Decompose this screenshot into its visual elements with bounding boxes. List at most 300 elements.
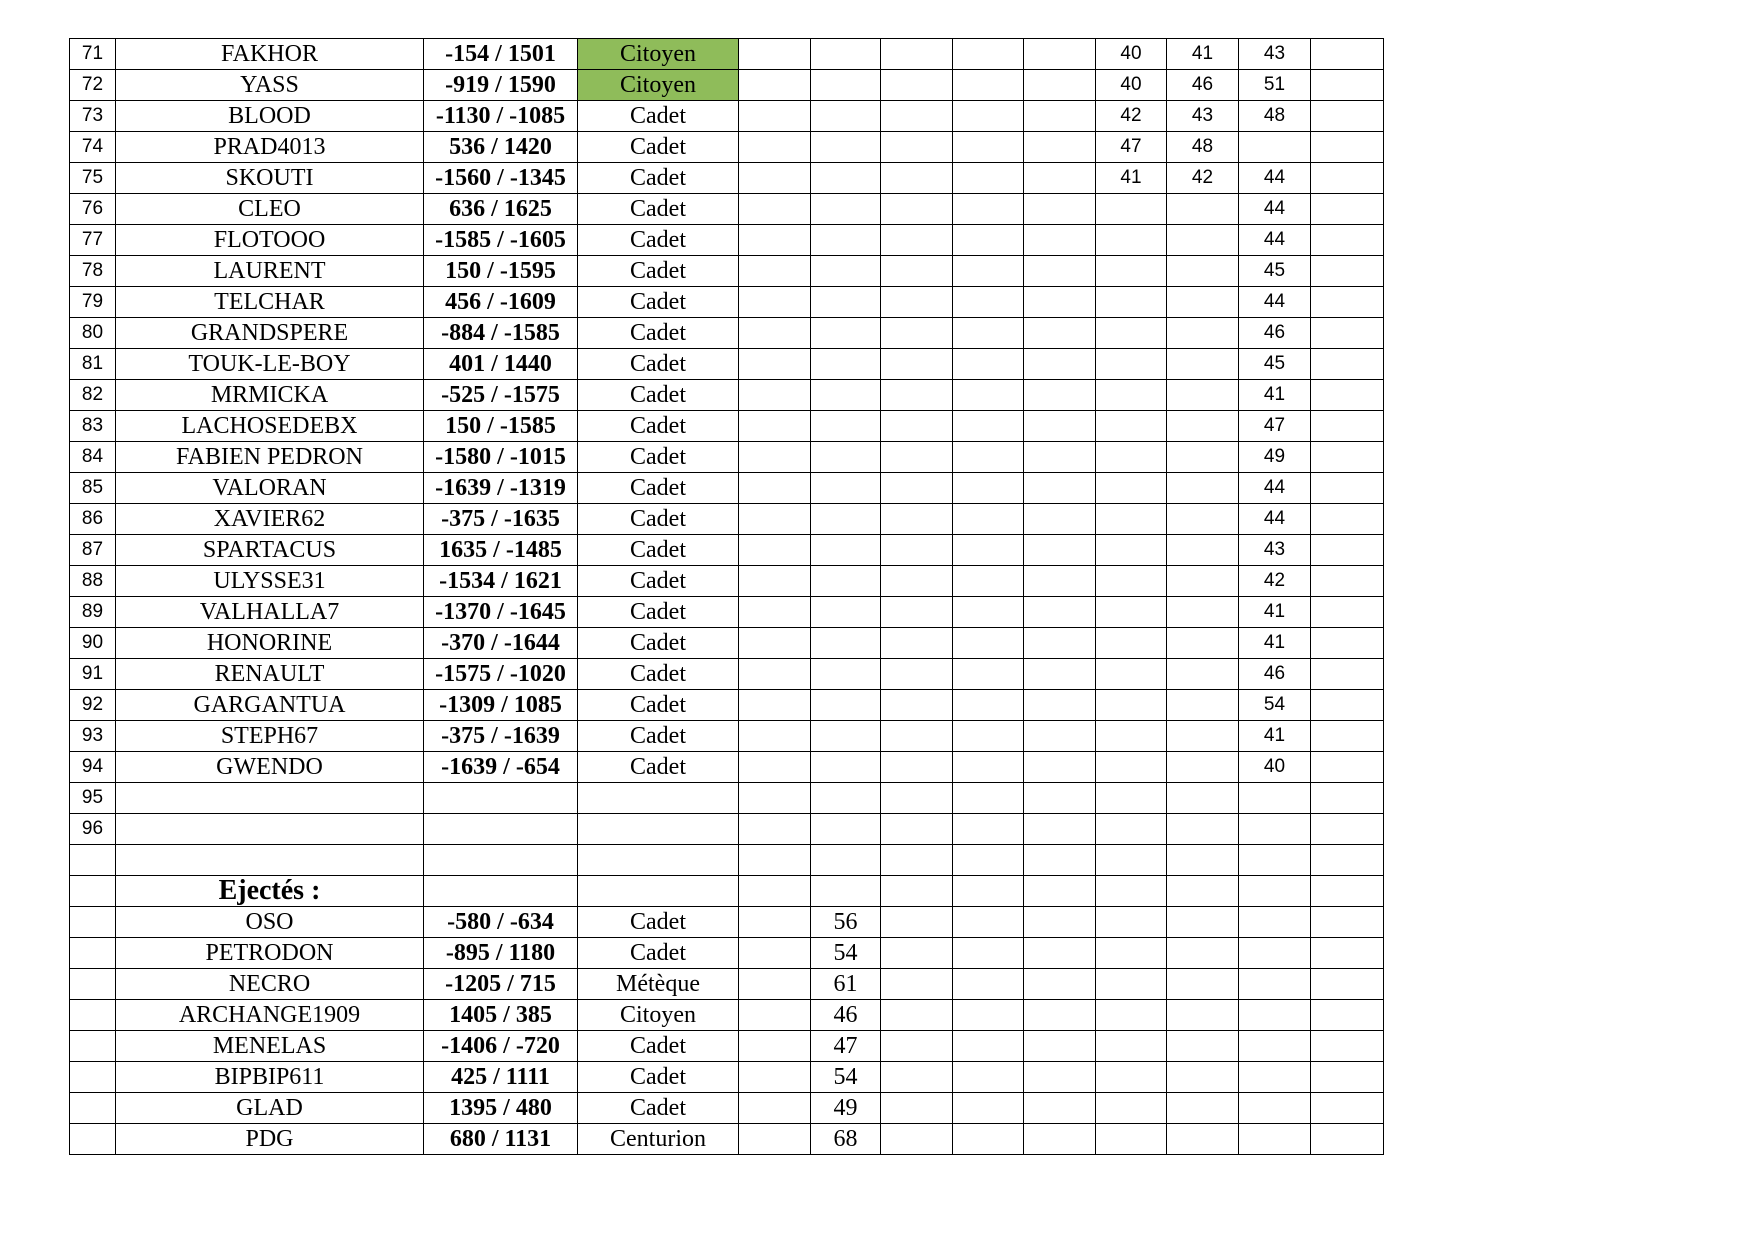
empty-cell <box>739 783 811 814</box>
empty-cell <box>811 628 881 659</box>
ejected-name-cell: BIPBIP611 <box>116 1062 424 1093</box>
rank-cell: Citoyen <box>578 70 739 101</box>
ejected-row <box>70 1062 1384 1093</box>
row-number-cell: 92 <box>70 690 116 721</box>
coordinates-cell: 1635 / -1485 <box>424 535 578 566</box>
ejected-coordinates-cell: 1405 / 385 <box>424 1000 578 1031</box>
empty-cell <box>953 535 1024 566</box>
empty-cell <box>1239 876 1311 907</box>
empty-cell <box>881 39 953 70</box>
empty-cell <box>424 876 578 907</box>
player-name-cell: YASS <box>116 70 424 101</box>
player-name-cell: LAURENT <box>116 256 424 287</box>
empty-cell <box>70 938 116 969</box>
empty-cell <box>953 132 1024 163</box>
ejected-coordinates-cell: 425 / 1111 <box>424 1062 578 1093</box>
value-cell: 44 <box>1239 504 1311 535</box>
empty-cell <box>953 1093 1024 1124</box>
coordinates-cell: -375 / -1639 <box>424 721 578 752</box>
coordinates-cell: -1575 / -1020 <box>424 659 578 690</box>
ejected-value-cell: 61 <box>811 969 881 1000</box>
empty-cell <box>1311 1031 1384 1062</box>
ejected-rank-cell: Métèque <box>578 969 739 1000</box>
value-cell: 44 <box>1239 225 1311 256</box>
empty-cell <box>739 752 811 783</box>
value-cell: 41 <box>1239 597 1311 628</box>
table-row <box>70 597 1384 628</box>
empty-cell <box>881 194 953 225</box>
value-cell <box>1096 411 1167 442</box>
row-number-cell: 89 <box>70 597 116 628</box>
value-cell: 41 <box>1167 39 1239 70</box>
empty-cell <box>1096 1031 1167 1062</box>
empty-cell <box>1167 876 1239 907</box>
player-name-cell: VALORAN <box>116 473 424 504</box>
empty-cell <box>953 845 1024 876</box>
player-name-cell: GARGANTUA <box>116 690 424 721</box>
empty-cell <box>739 814 811 845</box>
empty-cell <box>1311 380 1384 411</box>
value-cell <box>1167 442 1239 473</box>
ejected-coordinates-cell: 1395 / 480 <box>424 1093 578 1124</box>
player-name-cell: SPARTACUS <box>116 535 424 566</box>
coordinates-cell: 150 / -1585 <box>424 411 578 442</box>
empty-cell <box>881 287 953 318</box>
value-cell <box>1096 752 1167 783</box>
table-body <box>70 39 1384 1155</box>
empty-cell <box>953 442 1024 473</box>
empty-cell <box>953 1124 1024 1155</box>
rank-cell: Cadet <box>578 411 739 442</box>
empty-cell <box>811 535 881 566</box>
empty-cell <box>1096 1124 1167 1155</box>
empty-cell <box>739 132 811 163</box>
empty-cell <box>953 969 1024 1000</box>
value-cell <box>1096 349 1167 380</box>
empty-cell <box>1311 783 1384 814</box>
empty-cell <box>953 752 1024 783</box>
empty-cell <box>811 597 881 628</box>
table-row <box>70 721 1384 752</box>
empty-cell <box>1311 473 1384 504</box>
row-number-cell: 75 <box>70 163 116 194</box>
empty-cell <box>953 566 1024 597</box>
empty-cell <box>739 659 811 690</box>
empty-cell <box>1167 1062 1239 1093</box>
empty-cell <box>1311 194 1384 225</box>
coordinates-cell: -1639 / -654 <box>424 752 578 783</box>
empty-cell <box>1311 907 1384 938</box>
row-number-cell: 83 <box>70 411 116 442</box>
rank-cell: Cadet <box>578 628 739 659</box>
empty-cell <box>881 876 953 907</box>
value-cell: 41 <box>1239 380 1311 411</box>
value-cell: 41 <box>1239 628 1311 659</box>
empty-cell <box>70 969 116 1000</box>
empty-cell <box>811 318 881 349</box>
empty-cell <box>1311 39 1384 70</box>
rank-cell: Cadet <box>578 690 739 721</box>
empty-cell <box>1167 1031 1239 1062</box>
empty-cell <box>881 473 953 504</box>
value-cell: 42 <box>1096 101 1167 132</box>
empty-cell <box>881 566 953 597</box>
empty-cell <box>811 504 881 535</box>
empty-cell <box>70 1124 116 1155</box>
empty-cell <box>1024 1031 1096 1062</box>
value-cell: 46 <box>1167 70 1239 101</box>
empty-cell <box>953 1031 1024 1062</box>
value-cell: 44 <box>1239 194 1311 225</box>
player-name-cell: LACHOSEDEBX <box>116 411 424 442</box>
empty-cell <box>1311 442 1384 473</box>
rank-cell: Cadet <box>578 659 739 690</box>
table-row <box>70 473 1384 504</box>
empty-cell <box>1024 380 1096 411</box>
empty-cell <box>1024 39 1096 70</box>
coordinates-cell: 150 / -1595 <box>424 256 578 287</box>
ejected-rank-cell: Cadet <box>578 938 739 969</box>
empty-cell <box>953 876 1024 907</box>
ejected-value-cell: 46 <box>811 1000 881 1031</box>
value-cell: 41 <box>1096 163 1167 194</box>
player-name-cell <box>116 814 424 845</box>
empty-cell <box>881 1000 953 1031</box>
empty-cell <box>70 907 116 938</box>
value-cell: 43 <box>1239 535 1311 566</box>
empty-cell <box>1024 1124 1096 1155</box>
coordinates-cell: 636 / 1625 <box>424 194 578 225</box>
empty-cell <box>1167 1093 1239 1124</box>
empty-cell <box>1024 783 1096 814</box>
ejected-row <box>70 1031 1384 1062</box>
table-row <box>70 101 1384 132</box>
empty-cell <box>1239 907 1311 938</box>
value-cell <box>1167 287 1239 318</box>
empty-cell <box>811 287 881 318</box>
value-cell <box>1239 783 1311 814</box>
empty-cell <box>739 380 811 411</box>
table-row <box>70 380 1384 411</box>
value-cell <box>1167 690 1239 721</box>
value-cell <box>1167 597 1239 628</box>
table-row <box>70 194 1384 225</box>
empty-cell <box>739 876 811 907</box>
ejected-row <box>70 1093 1384 1124</box>
empty-cell <box>739 504 811 535</box>
ejected-row <box>70 969 1384 1000</box>
empty-cell <box>811 876 881 907</box>
ejected-coordinates-cell: -895 / 1180 <box>424 938 578 969</box>
value-cell <box>1167 225 1239 256</box>
value-cell <box>1167 473 1239 504</box>
empty-cell <box>953 504 1024 535</box>
row-number-cell: 80 <box>70 318 116 349</box>
value-cell <box>1096 535 1167 566</box>
ejected-name-cell: MENELAS <box>116 1031 424 1062</box>
ejected-value-cell: 47 <box>811 1031 881 1062</box>
empty-cell <box>811 814 881 845</box>
value-cell: 47 <box>1239 411 1311 442</box>
empty-cell <box>1096 938 1167 969</box>
player-name-cell: FAKHOR <box>116 39 424 70</box>
rank-cell: Cadet <box>578 504 739 535</box>
empty-cell <box>811 690 881 721</box>
value-cell: 49 <box>1239 442 1311 473</box>
empty-cell <box>1311 535 1384 566</box>
empty-cell <box>1096 907 1167 938</box>
blank-row <box>70 845 1384 876</box>
empty-cell <box>1024 194 1096 225</box>
empty-cell <box>1311 287 1384 318</box>
empty-cell <box>881 659 953 690</box>
empty-cell <box>1311 597 1384 628</box>
rank-cell: Cadet <box>578 597 739 628</box>
empty-cell <box>953 721 1024 752</box>
empty-cell <box>739 70 811 101</box>
coordinates-cell: -525 / -1575 <box>424 380 578 411</box>
empty-cell <box>739 473 811 504</box>
empty-cell <box>739 1093 811 1124</box>
value-cell <box>1167 256 1239 287</box>
empty-cell <box>811 39 881 70</box>
table-row <box>70 132 1384 163</box>
row-number-cell: 90 <box>70 628 116 659</box>
empty-cell <box>739 194 811 225</box>
empty-cell <box>1024 659 1096 690</box>
table-row <box>70 318 1384 349</box>
coordinates-cell: -919 / 1590 <box>424 70 578 101</box>
empty-cell <box>953 1000 1024 1031</box>
empty-cell <box>1024 287 1096 318</box>
ejected-rank-cell: Centurion <box>578 1124 739 1155</box>
value-cell <box>1096 783 1167 814</box>
ejected-row <box>70 907 1384 938</box>
value-cell: 46 <box>1239 659 1311 690</box>
empty-cell <box>1024 256 1096 287</box>
value-cell <box>1167 814 1239 845</box>
table-row <box>70 628 1384 659</box>
empty-cell <box>739 349 811 380</box>
value-cell <box>1167 411 1239 442</box>
player-name-cell: MRMICKA <box>116 380 424 411</box>
ejected-row <box>70 1000 1384 1031</box>
empty-cell <box>881 690 953 721</box>
value-cell <box>1167 504 1239 535</box>
player-name-cell: FABIEN PEDRON <box>116 442 424 473</box>
row-number-cell: 71 <box>70 39 116 70</box>
empty-cell <box>881 845 953 876</box>
empty-cell <box>881 101 953 132</box>
empty-cell <box>1024 70 1096 101</box>
empty-cell <box>1096 845 1167 876</box>
empty-cell <box>739 535 811 566</box>
empty-cell <box>739 597 811 628</box>
row-number-cell: 91 <box>70 659 116 690</box>
empty-cell <box>953 101 1024 132</box>
empty-cell <box>739 256 811 287</box>
empty-cell <box>811 256 881 287</box>
player-name-cell: HONORINE <box>116 628 424 659</box>
empty-cell <box>739 287 811 318</box>
empty-cell <box>953 659 1024 690</box>
ejected-value-cell: 49 <box>811 1093 881 1124</box>
empty-cell <box>881 628 953 659</box>
empty-cell <box>811 752 881 783</box>
value-cell: 44 <box>1239 473 1311 504</box>
rank-cell: Cadet <box>578 256 739 287</box>
empty-cell <box>739 442 811 473</box>
empty-cell <box>953 411 1024 442</box>
coordinates-cell <box>424 783 578 814</box>
empty-cell <box>1239 1031 1311 1062</box>
empty-cell <box>739 318 811 349</box>
value-cell <box>1096 380 1167 411</box>
empty-cell <box>1024 1062 1096 1093</box>
value-cell: 48 <box>1167 132 1239 163</box>
value-cell: 42 <box>1167 163 1239 194</box>
empty-cell <box>881 318 953 349</box>
empty-cell <box>739 721 811 752</box>
empty-cell <box>1024 938 1096 969</box>
player-name-cell: STEPH67 <box>116 721 424 752</box>
empty-cell <box>1239 1124 1311 1155</box>
coordinates-cell: -1130 / -1085 <box>424 101 578 132</box>
ejected-row <box>70 938 1384 969</box>
empty-cell <box>881 721 953 752</box>
ejected-value-cell: 54 <box>811 938 881 969</box>
ejected-coordinates-cell: -1406 / -720 <box>424 1031 578 1062</box>
ejected-name-cell: PETRODON <box>116 938 424 969</box>
ejected-coordinates-cell: -580 / -634 <box>424 907 578 938</box>
value-cell <box>1096 659 1167 690</box>
empty-cell <box>953 194 1024 225</box>
empty-cell <box>953 70 1024 101</box>
empty-cell <box>1311 1000 1384 1031</box>
empty-cell <box>881 814 953 845</box>
empty-cell <box>1167 845 1239 876</box>
empty-cell <box>811 473 881 504</box>
empty-cell <box>1311 504 1384 535</box>
empty-cell <box>953 814 1024 845</box>
player-name-cell <box>116 783 424 814</box>
ejected-name-cell: ARCHANGE1909 <box>116 1000 424 1031</box>
empty-cell <box>881 907 953 938</box>
row-number-cell: 95 <box>70 783 116 814</box>
table-row <box>70 442 1384 473</box>
empty-cell <box>811 442 881 473</box>
empty-cell <box>1311 938 1384 969</box>
row-number-cell: 78 <box>70 256 116 287</box>
empty-cell <box>811 101 881 132</box>
player-name-cell: PRAD4013 <box>116 132 424 163</box>
empty-cell <box>1096 1000 1167 1031</box>
empty-cell <box>1024 628 1096 659</box>
player-name-cell: VALHALLA7 <box>116 597 424 628</box>
empty-cell <box>881 380 953 411</box>
table-row <box>70 287 1384 318</box>
value-cell <box>1167 628 1239 659</box>
empty-cell <box>881 752 953 783</box>
ejected-name-cell: OSO <box>116 907 424 938</box>
empty-cell <box>1311 101 1384 132</box>
rank-cell: Cadet <box>578 349 739 380</box>
empty-cell <box>1311 411 1384 442</box>
empty-cell <box>811 721 881 752</box>
ejected-name-cell: GLAD <box>116 1093 424 1124</box>
empty-cell <box>953 163 1024 194</box>
value-cell: 43 <box>1239 39 1311 70</box>
value-cell: 41 <box>1239 721 1311 752</box>
empty-cell <box>1024 845 1096 876</box>
table-row <box>70 411 1384 442</box>
empty-cell <box>1024 349 1096 380</box>
rank-cell: Cadet <box>578 163 739 194</box>
empty-cell <box>1239 845 1311 876</box>
empty-cell <box>1096 1062 1167 1093</box>
empty-cell <box>1311 70 1384 101</box>
rank-cell: Cadet <box>578 225 739 256</box>
row-number-cell: 84 <box>70 442 116 473</box>
table-row <box>70 349 1384 380</box>
empty-cell <box>1024 876 1096 907</box>
table-row <box>70 39 1384 70</box>
table-row <box>70 163 1384 194</box>
coordinates-cell: -1639 / -1319 <box>424 473 578 504</box>
player-name-cell: GWENDO <box>116 752 424 783</box>
empty-cell <box>1311 752 1384 783</box>
ejected-coordinates-cell: -1205 / 715 <box>424 969 578 1000</box>
empty-cell <box>70 1093 116 1124</box>
value-cell <box>1167 349 1239 380</box>
empty-cell <box>1311 1062 1384 1093</box>
empty-cell <box>1311 256 1384 287</box>
empty-cell <box>1311 1093 1384 1124</box>
empty-cell <box>739 163 811 194</box>
empty-cell <box>1167 938 1239 969</box>
empty-cell <box>70 845 116 876</box>
row-number-cell: 77 <box>70 225 116 256</box>
rank-cell: Cadet <box>578 318 739 349</box>
empty-cell <box>1167 907 1239 938</box>
empty-cell <box>953 597 1024 628</box>
value-cell: 43 <box>1167 101 1239 132</box>
rank-cell: Cadet <box>578 721 739 752</box>
empty-cell <box>1239 1062 1311 1093</box>
empty-cell <box>1167 1000 1239 1031</box>
table-row <box>70 70 1384 101</box>
value-cell <box>1096 504 1167 535</box>
table-row <box>70 535 1384 566</box>
table-row <box>70 256 1384 287</box>
player-name-cell: SKOUTI <box>116 163 424 194</box>
table-row <box>70 783 1384 814</box>
table-row <box>70 752 1384 783</box>
empty-cell <box>1024 504 1096 535</box>
empty-cell <box>881 225 953 256</box>
coordinates-cell: -884 / -1585 <box>424 318 578 349</box>
value-cell <box>1167 659 1239 690</box>
empty-cell <box>1024 101 1096 132</box>
empty-cell <box>739 690 811 721</box>
empty-cell <box>1024 132 1096 163</box>
rank-cell: Cadet <box>578 752 739 783</box>
row-number-cell: 93 <box>70 721 116 752</box>
empty-cell <box>881 597 953 628</box>
coordinates-cell: -1585 / -1605 <box>424 225 578 256</box>
value-cell <box>1096 628 1167 659</box>
value-cell <box>1096 721 1167 752</box>
